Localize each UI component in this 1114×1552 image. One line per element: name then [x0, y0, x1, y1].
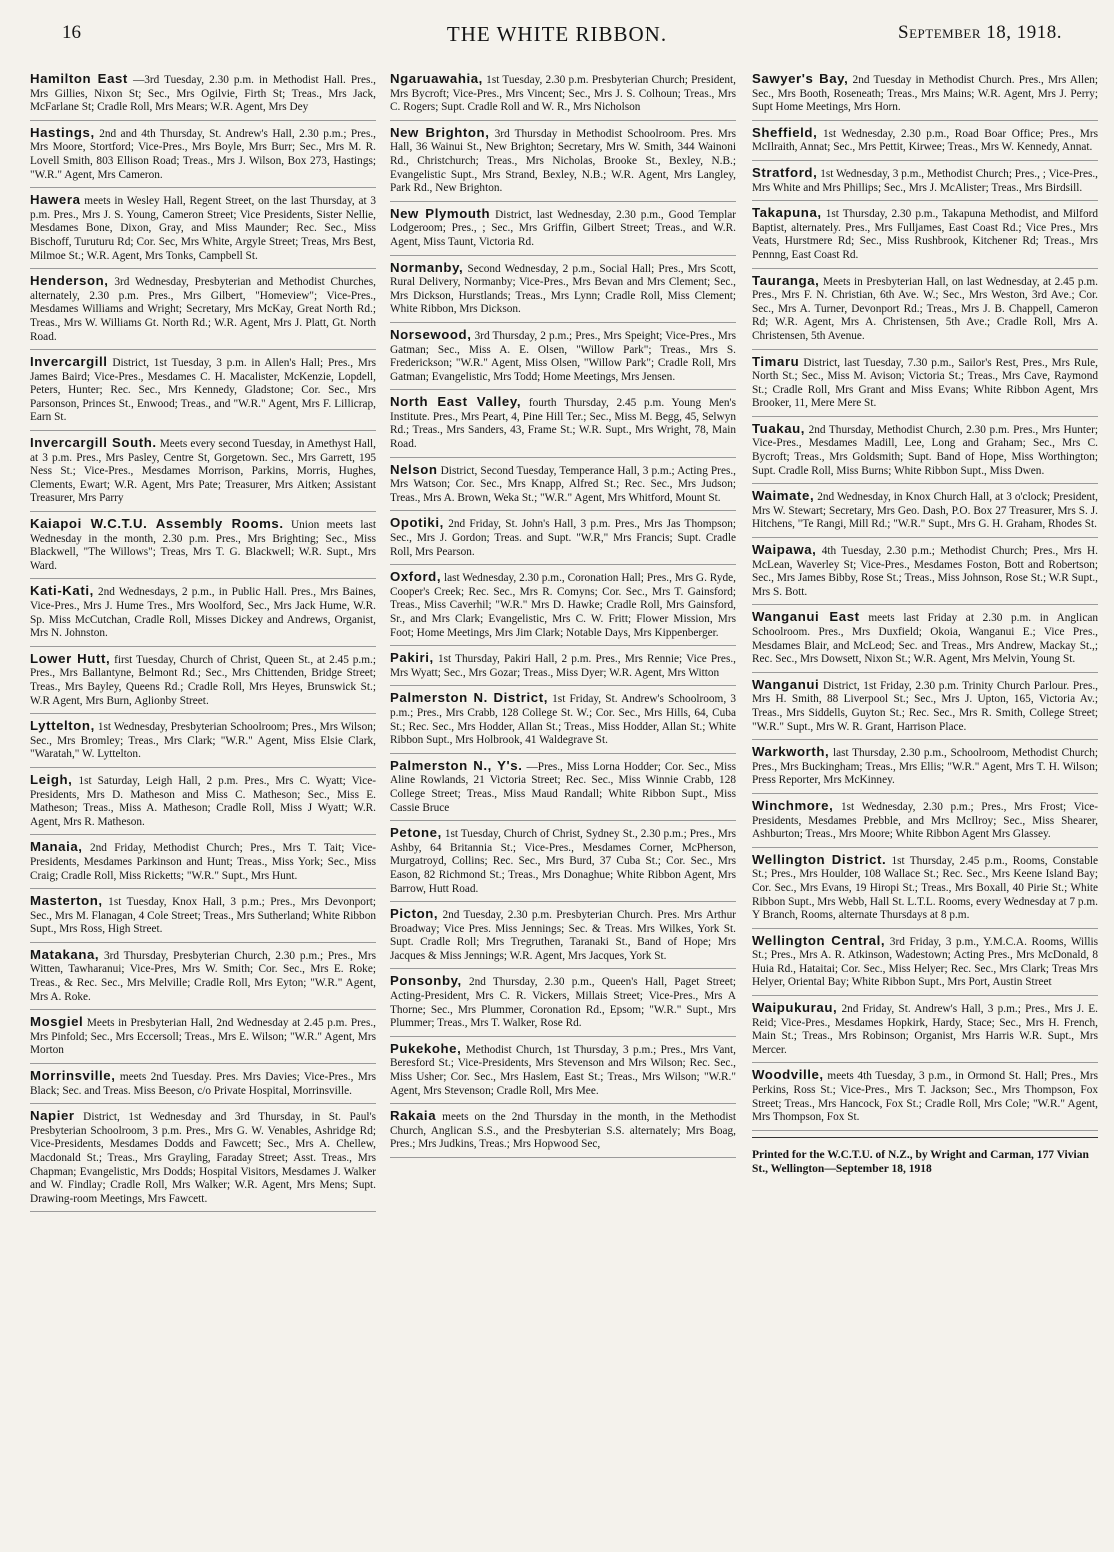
union-details: —3rd Tuesday, 2.30 p.m. in Methodist Hall. Pres., Mrs Gillies, Nixon St; Sec., Mrs Ogilvie, Firth St; Treas., Mrs Jack, McFarlane St; Cradle Roll, Mrs Mears; W.R. Agent, Mrs Dey	[30, 74, 376, 114]
union-name: Normanby,	[390, 259, 464, 275]
union-entry	[390, 759, 736, 821]
union-entry	[752, 166, 1098, 201]
union-entry	[390, 261, 736, 323]
union-name: Winchmore,	[752, 797, 834, 813]
page-header	[0, 22, 1114, 52]
union-details: meets in Wesley Hall, Regent Street, on the last Thursday, at 3 p.m. Pres., Mrs J. S. Young, Cameron Street; Vice Presidents, Sister Nellie, Mesdames Bone, Dixon, Gray, and Miss Maunder; Rec. Sec., Miss Bischoff, Turuturu Rd; Cor. Sec, Mrs White, Argyle Street; Treas, Mrs Best, Milmoe St.; W.R. Agent, Mrs Tonks, Campbell St.	[30, 195, 376, 262]
union-details: last Wednesday, 2.30 p.m., Coronation Hall; Pres., Mrs G. Ryde, Cooper's Creek; Rec. Sec., Mrs R. Comyns; Cor. Sec., Mrs T. Gainsford; Treas., Miss Caverhil; "W.R." Mrs D. Hawke; Cradle Roll, Mrs Gainsford, Sr., and Mrs Clark; Evangelistic, Mrs C. W. Fritt; Flower Mission, Mrs Foot; Home Meetings, Mrs Jim Clark; Notable Days, Mrs Kippenberger.	[390, 572, 736, 639]
union-details: 4th Tuesday, 2.30 p.m.; Methodist Church; Pres., Mrs H. McLean, Waverley St; Vice-Pres., Mesdames Foston, Bott and Robertson; Sec., Mrs James Bibby, Rose St.; Treas., Miss Johnson, Rose St.; W.R Supt., Mrs S. Bott.	[752, 545, 1098, 598]
union-entry	[390, 126, 736, 202]
union-details: District, last Tuesday, 7.30 p.m., Sailor's Rest, Pres., Mrs Rule, North St.; Sec., Miss M. Avison; Victoria St.; Treas., Mrs Cave, Raymond St.; Cradle Roll, Mrs Grant and Miss Evans; White Ribbon Agent, Mrs Brooker, 11, Mere Mere St.	[752, 356, 1098, 410]
union-details: first Tuesday, Church of Christ, Queen St., at 2.45 p.m.; Pres., Mrs Ballantyne, Belmont Rd.; Sec., Mrs Chittenden, Bridge Street; Treas., Mrs Bayley, Queens Rd.; Cradle Roll, Mrs Heyes, Brunswick St.; W.R Agent, Mrs Burn, Aglionby Street.	[30, 653, 376, 707]
union-details: meets 4th Tuesday, 3 p.m., in Ormond St. Hall; Pres., Mrs Perkins, Ross St.; Vice-Pres., Mrs T. Jackson; Sec., Mrs Thompson, Fox Street; Treas., Mrs Hancock, Fox St.; Cradle Roll, Mrs Cole; "W.R." Agent, Mrs Thompson, Fox St.	[752, 1070, 1098, 1124]
union-entry	[30, 193, 376, 269]
union-details: 1st Wednesday, 2.30 p.m.; Pres., Mrs Frost; Vice-Presidents, Mesdames Prebble, and Mrs McIlroy; Sec., Miss Shearer, Ashburton; Treas., Mrs Moore; White Ribbon Agent Mrs Glassey.	[752, 800, 1098, 841]
union-details: fourth Thursday, 2.45 p.m. Young Men's Institute. Pres., Mrs Peart, 4, Pine Hill Ter.; Sec., Miss M. Begg, 45, Selwyn Rd.; Treas., Mrs Sanders, 43, Frame St.; W.R. Supt., Mrs Wright, 78, Main Road.	[390, 397, 736, 451]
union-details: 1st Wednesday, 2.30 p.m., Road Boar Office; Pres., Mrs McIlraith, Annat; Sec., Mrs Pettit, Kirwee; Treas., Mrs W. Kennedy, Annat.	[752, 127, 1098, 154]
union-entry	[752, 934, 1098, 996]
publication-title: THE WHITE RIBBON.	[446, 22, 668, 46]
union-entry	[30, 1109, 376, 1212]
union-details: —Pres., Miss Lorna Hodder; Cor. Sec., Miss Aline Rowlands, 21 Victoria Street; Rec. Sec., Miss Winnie Crabb, 128 College Street; Treas., Miss Maud Randall; White Ribbon Supt., Miss Cassie Bruce	[390, 760, 736, 814]
union-details: 1st Thursday, Pakiri Hall, 2 p.m. Pres., Mrs Rennie; Vice Pres., Mrs Wyatt; Sec., Mrs Gozar; Treas., Miss Dyer; W.R. Agent, Mrs Witton	[390, 653, 736, 679]
union-entry	[390, 463, 736, 512]
union-name: Mosgiel	[30, 1014, 84, 1030]
union-details: 2nd and 4th Thursday, St. Andrew's Hall, 2.30 p.m.; Pres., Mrs Moore, Stortford; Vice-Pres., Mrs Boyle, Mrs Burr; Sec., Mrs M. R. Lovell Smith, 803 Ellison Road; Treas., Mrs J. Wilson, Box 273, Hastings; "W.R." Agent, Mrs Cameron.	[30, 127, 376, 181]
issue-date: September 18, 1918.	[898, 22, 1062, 43]
union-details: meets last Friday at 2.30 p.m. in Anglican Schoolroom. Pres., Mrs Duxfield; Okoia, Wanganui E.; Vice Pres., Mesdames Blair, and McLeod; Sec. and Treas., Mrs Andrew, Mackay St.,; Rec. Sec., Mrs Dowsett, Nixon St.; W.R. Agent, Mrs Melvin, Young St.	[752, 612, 1098, 666]
union-name: Ngaruawahia,	[390, 72, 483, 86]
union-name: Masterton,	[30, 893, 103, 909]
union-details: Meets in Presbyterian Hall, on last Wednesday, at 2.45 p.m. Pres., Mrs F. N. Christian, 6th Ave. W.; Sec., Mrs Weston, 3rd Ave.; Cor. Sec., Mrs A. Turner, Devonport Rd.; Treas., Mrs J. B. Chappell, Cameron Rd; W.R. Agent, Mrs A. Christensen, 5th Ave.; Cradle Roll, Mrs A. Christensen, 5th Avenue.	[752, 275, 1098, 342]
union-details: Methodist Church, 1st Thursday, 3 p.m.; Pres., Mrs Vant, Beresford St.; Vice-Presidents, Mrs Stevenson and Mrs Wilson; Rec. Sec., Miss Usher; Cor. Sec., Mrs Haslem, East St.; Treas., Mrs Wilson; "W.R." Agent, Mrs Stevenson; Cradle Roll, Mrs Mee.	[390, 1043, 736, 1097]
union-name: Napier	[30, 1108, 75, 1124]
union-name: Hastings,	[30, 124, 95, 140]
union-entry	[390, 395, 736, 457]
union-entry	[752, 206, 1098, 268]
union-name: Wanganui	[752, 676, 820, 692]
union-details: 2nd Friday, St. Andrew's Hall, 3 p.m.; Pres., Mrs J. E. Reid; Vice-Pres., Mesdames Hopkirk, Hardy, Stace; Sec., Mrs H. French, Main St.; Treas., Mrs Robinson; Organist, Mrs Harris W.R. Supt., Mrs Mercer.	[752, 1003, 1098, 1056]
union-entry	[390, 72, 736, 121]
union-entry	[30, 773, 376, 835]
union-entry	[390, 1042, 736, 1104]
union-details: meets 2nd Tuesday. Pres. Mrs Davies; Vice-Pres., Mrs Black; Sec. and Treas. Miss Beeson, c/o Private Hospital, Morrinsville.	[30, 1071, 376, 1097]
union-details: 3rd Thursday, Presbyterian Church, 2.30 p.m.; Pres., Mrs Witten, Tawharanui; Vice-Pres, Mrs W. Smith; Cor. Sec., Mrs E. Roke; Treas., & Rec. Sec., Mrs Melville; Cradle Roll, Mrs Eyton; "W.R." Agent, Mrs A. Roke.	[30, 949, 376, 1003]
union-details: 3rd Wednesday, Presbyterian and Methodist Churches, alternately, 2.30 p.m. Pres., Mrs Gilbert, "Homeview"; Vice-Pres., Mesdames Williams and Wright; Secretary, Mrs McKay, Great North Rd.; Treas., Mrs W. Williams Gt. North Rd.; W.R. Agent, Mrs J. Platt, Gt. North Road.	[30, 276, 376, 343]
union-entry	[752, 489, 1098, 538]
union-details: Meets in Presbyterian Hall, 2nd Wednesday at 2.45 p.m. Pres., Mrs Pinfold; Sec., Mrs Eccersoll; Treas., Mrs E. Wilson; "W.R." Agent, Mrs Morton	[30, 1017, 376, 1057]
union-details: 1st Saturday, Leigh Hall, 2 p.m. Pres., Mrs C. Wyatt; Vice-Presidents, Mrs D. Matheson and Miss C. Matheson; Sec., Miss E. Matheson; Treas., Miss A. Matheson; Cradle Roll, Miss J Wyatt; W.R. Agent, Mrs R. Matheson.	[30, 774, 376, 828]
union-name: Manaia,	[30, 839, 83, 855]
union-entry	[30, 948, 376, 1010]
union-entry	[30, 840, 376, 889]
union-name: Waipukurau,	[752, 1000, 838, 1016]
union-name: Woodville,	[752, 1067, 824, 1083]
union-details: District, Second Tuesday, Temperance Hall, 3 p.m.; Acting Pres., Mrs Watson; Cor. Sec., Mrs Knapp, Alfred St.; Rec. Sec., Mrs Judson; Treas., Mrs A. Brown, Weka St.; "W.R." Agent, Mrs Whitford, Mount St.	[390, 464, 736, 504]
union-details: 1st Tuesday, 2.30 p.m. Presbyterian Church; President, Mrs Bycroft; Vice-Pres., Mrs Vincent; Sec., Mrs J. S. Colhoun; Treas., Mrs C. Rogers; Supt. Cradle Roll and W. R., Mrs Nicholson	[390, 74, 736, 114]
union-name: Matakana,	[30, 946, 100, 962]
union-details: District, 1st Tuesday, 3 p.m. in Allen's Hall; Pres., Mrs James Baird; Vice-Pres., Mesdames C. H. Macalister, McKenzie, Lopdell, Peters, Hunter; Rec. Sec., Mrs Kennedy, Gladstone; Cor. Sec., Mrs Parsonson, Princes St., Enwood; Treas., and "W.R." Agent, Mrs F. Lillicrap, Earn St.	[30, 357, 376, 424]
union-entry	[752, 543, 1098, 605]
union-details: Union meets last Wednesday in the month, 2.30 p.m. Pres., Mrs Brighting; Sec., Miss Blackwell, "The Willows"; Treas, Mrs T. G. Blackwell; W.R. Supt., Mrs Ward.	[30, 519, 376, 572]
union-details: 2nd Thursday, 2.30 p.m., Queen's Hall, Paget Street; Acting-President, Mrs C. R. Vickers, Millais Street; Vice-Pres., Mrs A Thorne; Sec., Mrs Plummer, Coronation Rd., Epsom; "W.R." Supt., Mrs Plummer; Treas., Mrs T. Walker, Rose Rd.	[390, 976, 736, 1030]
union-details: 1st Wednesday, Presbyterian Schoolroom; Pres., Mrs Wilson; Sec., Mrs Bromley; Treas., Mrs Clark; "W.R." Agent, Miss Elsie Clark, "Waratah," W. Lyttelton.	[30, 721, 376, 761]
union-name: Palmerston N., Y's.	[390, 757, 523, 773]
union-entry	[30, 274, 376, 350]
union-name: Wellington Central,	[752, 932, 886, 948]
union-name: Lyttelton,	[30, 718, 95, 734]
union-entry	[30, 355, 376, 431]
column-3	[752, 72, 1098, 1547]
union-details: last Thursday, 2.30 p.m., Schoolroom, Methodist Church; Pres., Mrs Buckingham; Treas., Mrs Ellis; "W.R." Agent, Mrs T. H. Wilson; Press Reporter, Mrs McKinney.	[752, 747, 1098, 787]
union-details: 1st Tuesday, Church of Christ, Sydney St., 2.30 p.m.; Pres., Mrs Ashby, 64 Britannia St.; Vice-Pres., Mesdames Corner, McPherson, Murgatroyd, Collins; Rec. Sec., Mrs Burd, 37 Cuba St.; Cor. Sec., Mrs Eason, 82 Richmond St.; Treas., Mrs Donaghue; White Ribbon Agent, Mrs Barrow, Hutt Road.	[390, 828, 736, 895]
union-details: 2nd Thursday, Methodist Church, 2.30 p.m. Pres., Mrs Hunter; Vice-Pres., Mesdames Madill, Lee, Long and Graham; Sec., Mrs C. Bycroft; Treas., Mrs Goldsmith; Supt. Band of Hope, Miss Worthington; Supt. Cradle Roll, Miss Burns; White Ribbon Supt., Miss Dwen.	[752, 423, 1098, 477]
union-details: 2nd Wednesdays, 2 p.m., in Public Hall. Pres., Mrs Baines, Vice-Pres., Mrs J. Hume Tres., Mrs Woolford, Sec., Mrs Jack Hume, W.R. Sp. Miss McCutchan, Cradle Roll, Misses Dickey and Andrews, Organist, Mrs N. Johnston.	[30, 586, 376, 640]
union-details: 3rd Friday, 3 p.m., Y.M.C.A. Rooms, Willis St.; Pres., Mrs A. R. Atkinson, Wadestown; Acting Pres., Mrs McDonald, 8 Huia Rd., Hataitai; Cor. Sec., Miss Helyer; Rec. Sec., Mrs Clark; Treas Mrs Helyer, Oriental Bay; White Ribbon Supt., Mrs Port, Austin Street	[752, 935, 1098, 989]
union-name: Morrinsville,	[30, 1068, 116, 1084]
union-entry	[752, 274, 1098, 350]
union-entry	[390, 516, 736, 565]
union-name: New Plymouth	[390, 205, 491, 221]
union-details: 1st Friday, St. Andrew's Schoolroom, 3 p.m.; Pres., Mrs Crabb, 128 College St. W.; Cor. Sec., Mrs Hills, 64, Cuba St.; Rec. Sec., Mrs Hodder, Allan St.; Treas., Miss Hodder, Allan St.; White Ribbon Supt., Mrs Holbrook, 41 Waldegrave St.	[390, 693, 736, 747]
union-name: Kaiapoi W.C.T.U. Assembly Rooms.	[30, 516, 284, 532]
union-name: Pakiri,	[390, 650, 434, 666]
union-details: District, last Wednesday, 2.30 p.m., Good Templar Lodgeroom; Pres., ; Sec., Mrs Griffin, Gilbert Street; Treas., and W.R. Agent, Miss Taunt, Victoria Rd.	[390, 208, 736, 248]
union-name: Hamilton East	[30, 72, 128, 86]
union-entry	[752, 1001, 1098, 1063]
union-name: Wellington District.	[752, 851, 887, 867]
page-number: 16	[62, 22, 81, 43]
union-name: Tauranga,	[752, 272, 820, 288]
union-details: Meets every second Tuesday, in Amethyst Hall, at 3 p.m. Pres., Mrs Pasley, Centre St, Gorgetown. Sec., Mrs Garrett, 195 Ness St.; Vice-Pres., Mesdames Morrison, Parkins, Morris, Hughes, Clements, Ewart; W.R. Agent, Mrs Pate; Treasurer, Mrs Aitken; Assistant Treasurer, Mrs Parry	[30, 438, 376, 505]
union-entry	[30, 517, 376, 579]
union-name: North East Valley,	[390, 394, 522, 410]
union-details: 1st Wednesday, 3 p.m., Methodist Church; Pres., ; Vice-Pres., Mrs White and Mrs Phillips; Sec., Mrs J. McAlister; Treas., Mrs Birdsill.	[752, 167, 1098, 194]
union-details: District, 1st Wednesday and 3rd Thursday, in St. Paul's Presbyterian Schoolroom, 3 p.m. Pres., Mrs G. W. Venables, Ashridge Rd; Vice-Presidents, Mesdames Dodds and Fawcett; Sec., Mrs A. Chellew, Macdonald St.; Treas., Mrs Grayling, Faraday Street; Asst. Treas., Mrs Chapman; Evangelistic, Mrs Dodds; Hospital Visitors, Mesdames J. Walker and W. Findlay; Cradle Roll, Mrs Walker; W.R. Agent, Mrs Mens; Supt. Drawing-room Meetings, Mrs Fawcett.	[30, 1111, 376, 1205]
union-details: 2nd Tuesday in Methodist Church. Pres., Mrs Allen; Sec., Mrs Booth, Roseneath; Treas., Mrs Mains; W.R. Agent, Mrs J. Perry; Supt Home Meetings, Mrs Horn.	[752, 74, 1098, 114]
union-details: District, 1st Friday, 2.30 p.m. Trinity Church Parlour. Pres., Mrs H. Smith, 88 Liverpool St.; Sec., Mrs J. Upton, 165, Victoria Av.; Treas., Mrs Siddells, Guyton St.; Rec. Sec., Mrs R. Smith, College Street; "W.R." Supt., Mrs W. R. Grant, Harrison Place.	[752, 679, 1098, 733]
union-name: Nelson	[390, 461, 438, 477]
union-details: 1st Thursday, 2.30 p.m., Takapuna Methodist, and Milford Baptist, alternately. Pres., Mrs Fulljames, East Coast Rd.; Vice Pres., Mrs Veats, Hurstmere Rd; Sec., Miss Rushbrook, Kitchener Rd; Treas., Mrs Pennng, East Coast Rd.	[752, 208, 1098, 261]
union-name: Hawera	[30, 192, 81, 208]
union-details: 1st Tuesday, Knox Hall, 3 p.m.; Pres., Mrs Devonport; Sec., Mrs M. Flanagan, 4 Cole Street; Treas., Mrs Sutherland; White Ribbon Supt., Mrs Ross, High Street.	[30, 896, 376, 936]
union-entry	[390, 570, 736, 646]
union-entry	[752, 1068, 1098, 1130]
union-name: Warkworth,	[752, 744, 830, 760]
union-entry	[390, 1109, 736, 1158]
union-entry	[30, 126, 376, 188]
union-details: Second Wednesday, 2 p.m., Social Hall; Pres., Mrs Scott, Rural Delivery, Normanby; Vice-Pres., Mrs Bevan and Mrs Clement; Sec., Mrs Dickson, Hurstlands; Treas., Mrs Lynn; Cradle Roll, Miss Clement; White Ribbon, Mrs Dickson.	[390, 262, 736, 316]
union-name: Tuakau,	[752, 420, 806, 436]
union-entry	[752, 72, 1098, 121]
union-name: Lower Hutt,	[30, 650, 111, 666]
union-details: 1st Thursday, 2.45 p.m., Rooms, Constable St.; Pres., Mrs Houlder, 108 Wallace St.; Rec. Sec., Mrs Keene Island Bay; Cor. Sec., Mrs Evans, 19 Hiropi St.; Treas., Mrs Boxall, 40 Pirie St.; White Ribbon Supt., Mrs Webb, Hall St. L.T.L. Rooms, every Wednesday at 7 p.m. Y Branch, Rooms, alternate Thursdays at 8 p.m.	[752, 854, 1098, 922]
union-name: Ponsonby,	[390, 973, 462, 989]
union-details: 3rd Thursday, 2 p.m.; Pres., Mrs Speight; Vice-Pres., Mrs Gatman; Sec., Miss A. E. Olsen, "Willow Park"; Treas., Mrs S. Frederickson; "W.R." Agent, Miss Olsen, "Willow Park"; Cradle Roll, Mrs Gatman; Evangelistic, Mrs Todd; Home Meetings, Mrs Jensen.	[390, 329, 736, 383]
printer-imprint: Printed for the W.C.T.U. of N.Z., by Wright and Carman, 177 Vivian St., Wellington—September 18, 1918	[752, 1137, 1098, 1176]
union-name: Wanganui East	[752, 609, 860, 625]
union-entry	[30, 1069, 376, 1104]
union-name: Timaru	[752, 353, 800, 369]
column-1	[30, 72, 376, 1547]
union-name: Stratford,	[752, 164, 818, 180]
union-entry	[390, 328, 736, 390]
union-entry	[752, 422, 1098, 484]
union-details: meets on the 2nd Thursday in the month, in the Methodist Church, Anglican S.S., and the Presbyterian S.S. alternately; Mrs Boag, Pres.; Mrs Judkins, Treas.; Mrs Hopwood Sec,	[390, 1111, 736, 1151]
union-details: 2nd Friday, St. John's Hall, 3 p.m. Pres., Mrs Jas Thompson; Sec., Mrs J. Gordon; Treas. and Supt. "W.R," Mrs Francis; Supt. Cradle Roll, Mrs Pearson.	[390, 518, 736, 558]
union-name: New Brighton,	[390, 124, 490, 140]
union-name: Petone,	[390, 825, 442, 841]
union-entry	[752, 126, 1098, 161]
union-entry	[752, 610, 1098, 672]
union-entry	[30, 652, 376, 714]
union-name: Palmerston N. District,	[390, 690, 548, 706]
union-entry	[752, 355, 1098, 417]
union-details: 2nd Friday, Methodist Church; Pres., Mrs T. Tait; Vice-Presidents, Mesdames Parkinson and Hunt; Treas., Miss York; Sec., Miss Craig; Cradle Roll, Miss Ricketts; "W.R." Supt., Mrs Hunt.	[30, 842, 376, 882]
union-name: Invercargill	[30, 354, 108, 370]
union-entry	[30, 72, 376, 121]
union-name: Waimate,	[752, 488, 815, 504]
union-name: Invercargill South.	[30, 435, 157, 451]
union-name: Waipawa,	[752, 542, 817, 558]
union-entry	[30, 584, 376, 646]
union-entry	[752, 853, 1098, 929]
union-name: Rakaia	[390, 1108, 437, 1124]
union-entry	[390, 907, 736, 969]
union-name: Kati-Kati,	[30, 583, 94, 599]
union-entry	[30, 719, 376, 768]
union-entry	[390, 691, 736, 753]
union-details: 3rd Thursday in Methodist Schoolroom. Pres. Mrs Hall, 36 Wainui St., New Brighton; Secretary, Mrs W. Smith, 344 Wainoni Rd., Christchurch; Treas., Mrs Nicholas, Brooke St., Bexley, N.B.; Evangelistic Supt., Mrs Strand, Bexley, N.B.; W.R. Agent, Mrs Langley, Park Rd., New Brighton.	[390, 127, 736, 195]
column-2	[390, 72, 736, 1547]
union-name: Picton,	[390, 906, 439, 922]
union-entry	[30, 1015, 376, 1064]
union-name: Takapuna,	[752, 205, 822, 221]
union-entry	[390, 207, 736, 256]
union-name: Opotiki,	[390, 515, 444, 531]
union-entry	[390, 651, 736, 686]
union-entry	[752, 745, 1098, 794]
union-entry	[390, 826, 736, 902]
union-name: Leigh,	[30, 771, 73, 787]
union-name: Sheffield,	[752, 124, 818, 140]
union-name: Henderson,	[30, 273, 109, 289]
union-name: Pukekohe,	[390, 1040, 462, 1056]
union-entry	[752, 678, 1098, 740]
union-name: Norsewood,	[390, 326, 472, 342]
union-details: 2nd Wednesday, in Knox Church Hall, at 3 o'clock; President, Mrs W. Stewart; Secretary, Mrs Geo. Dash, P.O. Box 27 Treasurer, Mrs S. J. Hitchens, "Te Rangi, Mill Rd.; "W.R." Supt., Mrs G. H. Graham, Rhodes St.	[752, 491, 1098, 531]
union-entry	[30, 894, 376, 943]
union-entry	[30, 436, 376, 512]
union-entry	[752, 799, 1098, 848]
union-details: 2nd Tuesday, 2.30 p.m. Presbyterian Church. Pres. Mrs Arthur Broadway; Vice Pres. Miss Jennings; Sec. & Treas. Mrs Wilkes, York St. Supt. Cradle Roll; Mrs Tregruthen, Taranaki St., Band of Hope; Mrs Jacques & Miss Jennings; W.R. Agent, Mrs Jacques, York St.	[390, 909, 736, 962]
union-name: Sawyer's Bay,	[752, 72, 849, 86]
union-entry	[390, 974, 736, 1036]
union-name: Oxford,	[390, 569, 442, 585]
